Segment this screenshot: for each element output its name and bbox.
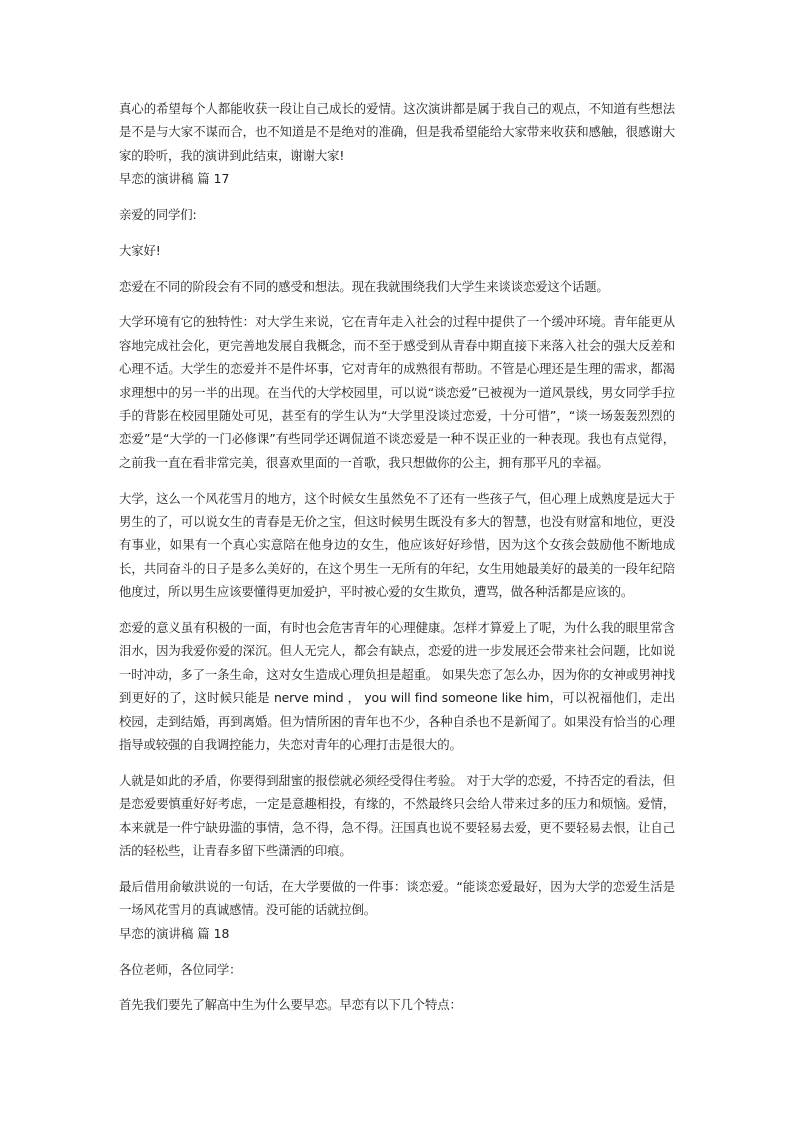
salutation-18: 各位老师，各位同学：: [119, 961, 242, 977]
section-heading-17: 早恋的演讲稿 篇 17: [119, 171, 230, 187]
conclusion-paragraph: 最后借用俞敏洪说的一句话，在大学要做的一件事：谈恋爱。“能谈恋爱最好，因为大学的恋爱生活是一场风花雪月的真诚感情。没可能的话就拉倒。: [119, 878, 675, 918]
intro-paragraph: 恋爱在不同的阶段会有不同的感受和想法。现在我就围绕我们大学生来谈谈恋爱这个话题。: [119, 278, 609, 294]
closing-paragraph: 真心的希望每个人都能收获一段让自己成长的爱情。这次演讲都是属于我自己的观点，不知道有些想法是不是与大家不谋而合，也不知道是不是绝对的准确，但是我希望能给大家带来收获和感触，很感谢大家的聆听，我的演讲到此结束，谢谢大家!: [119, 101, 675, 163]
body-paragraph-3: 恋爱的意义虽有积极的一面，有时也会危害青年的心理健康。怎样才算爱上了呢，为什么我的眼里常含泪水，因为我爱你爱的深沉。但人无完人，都会有缺点，恋爱的进一步发展还会带来社会问题，比如说一时冲动，多了一条生命，这对女生造成心理负担是超重。 如果失恋了怎么办，因为你的女神或男神找到更好的了，这时候只能是 nerve mind ， you will find someone like him，可以祝福他们，走出校园，走到结婚，再到离婚。但为情所困的青年也不少，各种自杀也不是新闻了。如果没有恰当的心理指导或较强的自我调控能力，失恋对青年的心理打击是很大的。: [119, 620, 675, 753]
body-paragraph-2: 大学，这么一个风花雪月的地方，这个时候女生虽然免不了还有一些孩子气，但心理上成熟度是远大于男生的了，可以说女生的青春是无价之宝，但这时候男生既没有多大的智慧，也没有财富和地位，更没有事业，如果有一个真心实意陪在他身边的女生，他应该好好珍惜，因为这个女孩会鼓励他不断地成长，共同奋斗的日子是多么美好的，在这个男生一无所有的年纪，女生用她最美好的最美的一段年纪陪他度过，所以男生应该要懂得更加爱护，平时被心爱的女生欺负，遭骂，做各种活都是应该的。: [119, 490, 675, 600]
body-paragraph-4: 人就是如此的矛盾，你要得到甜蜜的报偿就必须经受得住考验。 对于大学的恋爱，不持否定的看法，但是恋爱要慎重好好考虑，一定是意趣相投，有缘的，不然最终只会给人带来过多的压力和烦恼。爱情，本来就是一件宁缺毋滥的事情，急不得，急不得。汪国真也说不要轻易去爱，更不要轻易去恨，让自己活的轻松些，让青春多留下些潇洒的印痕。: [119, 772, 675, 859]
opening-paragraph-18: 首先我们要先了解高中生为什么要早恋。早恋有以下几个特点：: [119, 997, 462, 1013]
salutation: 亲爱的同学们:: [119, 207, 197, 223]
document-body: [119, 97, 675, 1017]
section-heading-18: 早恋的演讲稿 篇 18: [119, 925, 230, 941]
greeting: 大家好!: [119, 242, 161, 258]
body-paragraph-1: 大学环境有它的独特性：对大学生来说，它在青年走入社会的过程中提供了一个缓冲环境。青年能更从容地完成社会化，更完善地发展自我概念，而不至于感受到从青春中期直接下来落入社会的强大反差和心理不适。大学生的恋爱并不是件坏事，它对青年的成熟很有帮助。不管是心理还是生理的需求，都渴求理想中的另一半的出现。在当代的大学校园里，可以说“谈恋爱”已被视为一道风景线，男女同学手拉手的背影在校园里随处可见，甚至有的学生认为“大学里没谈过恋爱，十分可惜”，“谈一场轰轰烈烈的恋爱”是“大学的一门必修课”有些同学还调侃道不谈恋爱是一种不误正业的一种表现。我也有点觉得，之前我一直在看非常完美，很喜欢里面的一首歌，我只想做你的公主，拥有那平凡的幸福。: [119, 314, 675, 470]
